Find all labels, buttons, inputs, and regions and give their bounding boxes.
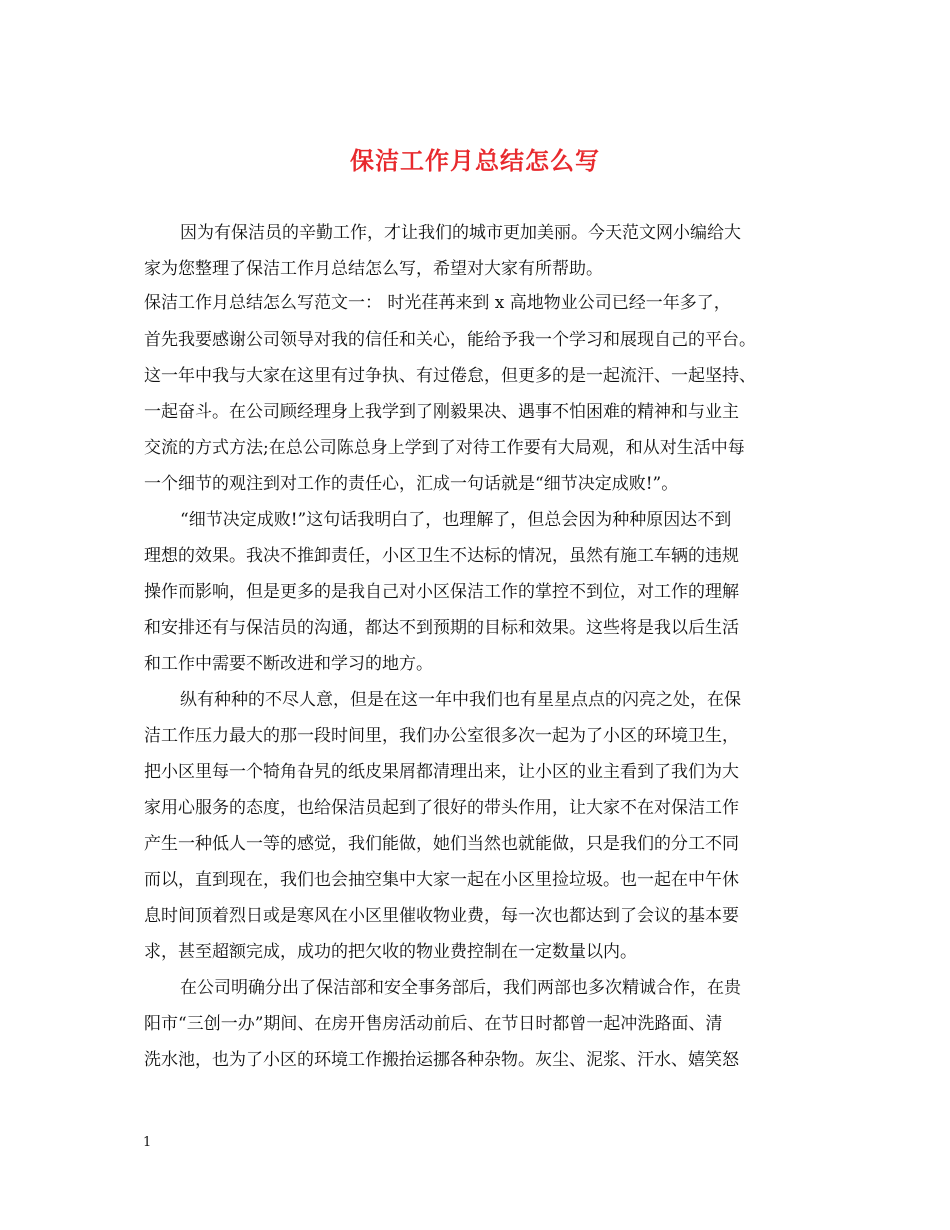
text-line: 一个细节的观注到对工作的责任心，汇成一句话就是“细节决定成败!”。: [144, 474, 679, 494]
text-line: 求，甚至超额完成，成功的把欠收的物业费控制在一定数量以内。: [144, 942, 637, 962]
text-line: 家为您整理了保洁工作月总结怎么写，希望对大家有所帮助。: [144, 259, 603, 279]
text-line: 阳市“三创一办”期间、在房开售房活动前后、在节日时都曾一起冲洗路面、清: [144, 1014, 723, 1034]
text-line: 这一年中我与大家在这里有过争执、有过倦怠，但更多的是一起流汗、一起坚持、: [144, 366, 756, 386]
page-title: 保洁工作月总结怎么写: [350, 146, 600, 175]
text-line: 家用心服务的态度，也给保洁员起到了很好的带头作用，让大家不在对保洁工作: [144, 798, 739, 818]
text-line: 产生一种低人一等的感觉，我们能做，她们当然也就能做，只是我们的分工不同: [144, 834, 739, 854]
text-line: 纵有种种的不尽人意，但是在这一年中我们也有星星点点的闪亮之处，在保: [180, 690, 741, 710]
text-line: 交流的方式方法;在总公司陈总身上学到了对待工作要有大局观，和从对生活中每: [144, 438, 745, 458]
page-number: 1: [143, 1135, 152, 1150]
text-line: 息时间顶着烈日或是寒风在小区里催收物业费，每一次也都达到了会议的基本要: [144, 906, 739, 926]
text-line: 因为有保洁员的辛勤工作，才让我们的城市更加美丽。今天范文网小编给大: [180, 223, 741, 243]
text-line: 和安排还有与保洁员的沟通，都达不到预期的目标和效果。这些将是我以后生活: [144, 618, 739, 638]
text-line: 理想的效果。我决不推卸责任，小区卫生不达标的情况，虽然有施工车辆的违规: [144, 546, 739, 566]
text-line: 把小区里每一个犄角旮旯的纸皮果屑都清理出来，让小区的业主看到了我们为大: [144, 762, 739, 782]
text-line: 洁工作压力最大的那一段时间里，我们办公室很多次一起为了小区的环境卫生，: [144, 726, 739, 746]
text-line: 一起奋斗。在公司顾经理身上我学到了刚毅果决、遇事不怕困难的精神和与业主: [144, 402, 739, 422]
text-line: 首先我要感谢公司领导对我的信任和关心，能给予我一个学习和展现自己的平台。: [144, 330, 756, 350]
text-line: “细节决定成败!”这句话我明白了，也理解了，但总会因为种种原因达不到: [180, 510, 732, 530]
text-line: 而以，直到现在，我们也会抽空集中大家一起在小区里捡垃圾。也一起在中午休: [144, 870, 739, 890]
text-line: 和工作中需要不断改进和学习的地方。: [144, 654, 433, 674]
text-line: 在公司明确分出了保洁部和安全事务部后，我们两部也多次精诚合作，在贵: [180, 978, 741, 998]
text-line: 保洁工作月总结怎么写范文一： 时光荏苒来到 x 高地物业公司已经一年多了，: [144, 293, 731, 313]
text-line: 操作而影响，但是更多的是我自己对小区保洁工作的掌控不到位，对工作的理解: [144, 582, 739, 602]
text-line: 洗水池，也为了小区的环境工作搬抬运挪各种杂物。灰尘、泥浆、汗水、嬉笑怒: [144, 1050, 739, 1070]
